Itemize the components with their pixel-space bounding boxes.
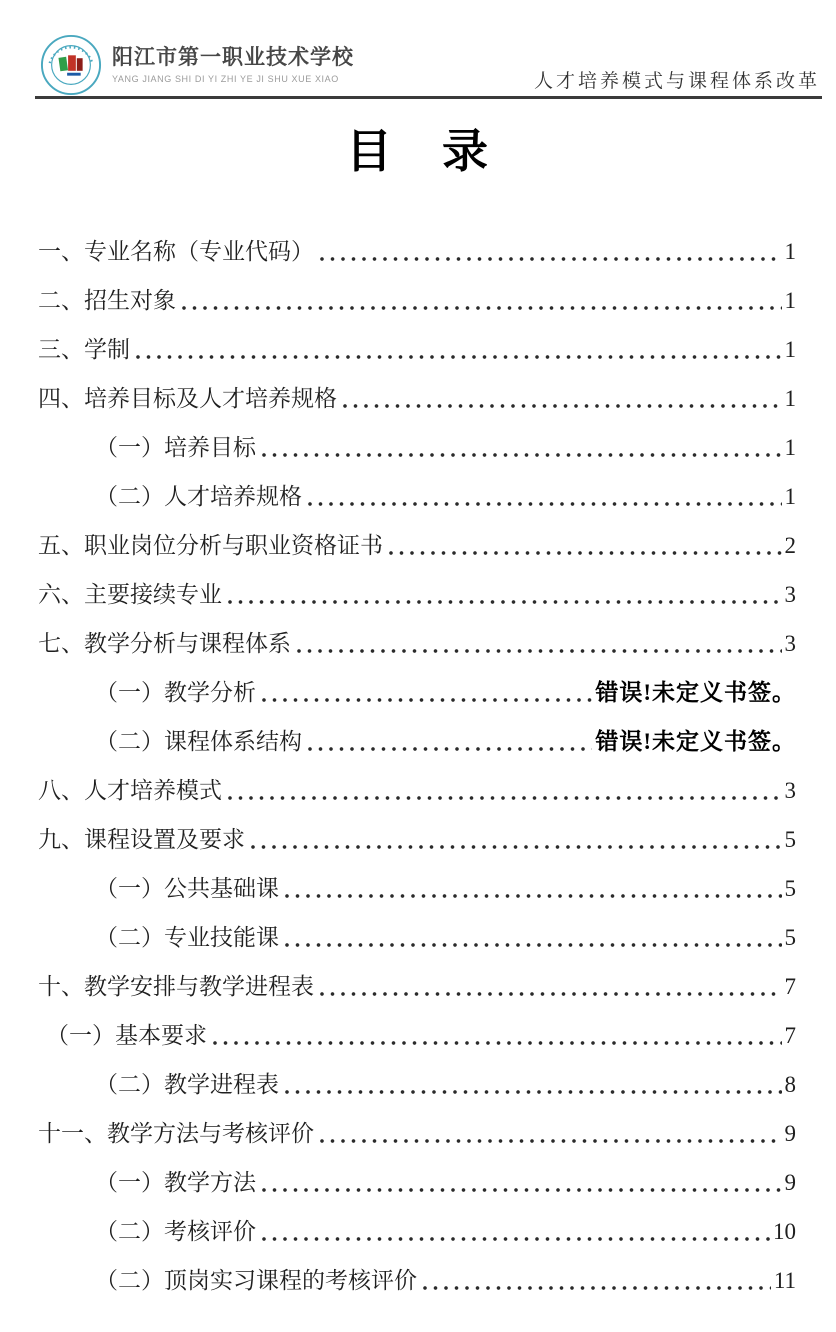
toc-entry[interactable] <box>38 570 796 619</box>
toc-entry-page: 1 <box>784 288 796 313</box>
toc-entry-label: （一）基本要求 <box>46 1023 207 1048</box>
toc-entry-label: （一）教学分析 <box>95 680 256 705</box>
toc-entry-label: 八、人才培养模式 <box>38 778 222 803</box>
toc-entry-page: 2 <box>784 533 796 558</box>
toc-entry[interactable] <box>38 913 796 962</box>
toc-entry[interactable] <box>38 619 796 668</box>
toc-entry[interactable] <box>38 717 796 766</box>
toc-entry-page: 8 <box>784 1072 796 1097</box>
toc-entry[interactable] <box>38 766 796 815</box>
toc-entry-page: 3 <box>784 778 796 803</box>
page-header <box>0 0 836 96</box>
toc-entry-page: 错误!未定义书签。 <box>595 680 796 705</box>
school-logo-icon <box>40 34 102 96</box>
toc-entry-page: 5 <box>784 876 796 901</box>
toc-dot-leader <box>251 845 782 849</box>
toc-entry-page: 11 <box>773 1268 796 1293</box>
toc-entry-label: 五、职业岗位分析与职业资格证书 <box>38 533 383 558</box>
toc-dot-leader <box>285 894 782 898</box>
school-pinyin: YANG JIANG SHI DI YI ZHI YE JI SHU XUE XIAO <box>112 73 339 84</box>
toc-dot-leader <box>320 992 782 996</box>
toc-entry-page: 1 <box>784 239 796 264</box>
toc-entry[interactable] <box>38 1158 796 1207</box>
toc-entry-page: 9 <box>784 1170 796 1195</box>
toc-dot-leader <box>213 1041 782 1045</box>
toc-entry-page: 10 <box>773 1219 796 1244</box>
toc-dot-leader <box>262 698 592 702</box>
toc-entry-label: 二、招生对象 <box>38 288 176 313</box>
toc-dot-leader <box>136 355 782 359</box>
toc-dot-leader <box>228 600 782 604</box>
school-brand-text <box>112 46 354 83</box>
toc-entry-page: 1 <box>784 337 796 362</box>
header-doc-title: 人才培养模式与课程体系改革 <box>533 71 820 92</box>
toc-entry-label: （一）培养目标 <box>95 435 256 460</box>
toc-entry-label: 十、教学安排与教学进程表 <box>38 974 314 999</box>
toc-entry-page: 1 <box>784 484 796 509</box>
toc-entry[interactable] <box>38 423 796 472</box>
toc-entry-label: （二）顶岗实习课程的考核评价 <box>95 1268 417 1293</box>
toc-entry[interactable] <box>38 962 796 1011</box>
toc-entry[interactable] <box>38 374 796 423</box>
toc-dot-leader <box>308 747 592 751</box>
header-rule <box>35 96 822 99</box>
toc-entry-page: 7 <box>784 1023 796 1048</box>
toc-entry-label: （二）专业技能课 <box>95 925 279 950</box>
toc-dot-leader <box>389 551 782 555</box>
toc-entry[interactable] <box>38 1256 796 1305</box>
toc-entry[interactable] <box>38 668 796 717</box>
toc-entry-label: 三、学制 <box>38 337 130 362</box>
toc-entry-label: 十一、教学方法与考核评价 <box>38 1121 314 1146</box>
toc-dot-leader <box>262 1188 782 1192</box>
page-title: 目 录 <box>346 126 490 177</box>
toc-dot-leader <box>320 257 782 261</box>
toc-entry-label: 四、培养目标及人才培养规格 <box>38 386 337 411</box>
toc-entry-label: （一）公共基础课 <box>95 876 279 901</box>
toc-entry[interactable] <box>38 1207 796 1256</box>
toc-entry-page: 1 <box>784 435 796 460</box>
toc-entry-label: 六、主要接续专业 <box>38 582 222 607</box>
toc-entry-label: 九、课程设置及要求 <box>38 827 245 852</box>
toc-entry-label: （二）课程体系结构 <box>95 729 302 754</box>
toc-entry-page: 9 <box>784 1121 796 1146</box>
toc-dot-leader <box>285 943 782 947</box>
toc-dot-leader <box>285 1090 782 1094</box>
toc-dot-leader <box>262 453 782 457</box>
toc-dot-leader <box>320 1139 782 1143</box>
toc-dot-leader <box>343 404 782 408</box>
toc-dot-leader <box>308 502 782 506</box>
toc-entry[interactable] <box>38 472 796 521</box>
toc-entry-page: 7 <box>784 974 796 999</box>
toc-entry[interactable] <box>38 521 796 570</box>
toc-entry-label: 七、教学分析与课程体系 <box>38 631 291 656</box>
toc-entry-page: 错误!未定义书签。 <box>595 729 796 754</box>
toc-entry-page: 3 <box>784 582 796 607</box>
toc-entry-label: 一、专业名称（专业代码） <box>38 239 314 264</box>
toc-dot-leader <box>423 1286 771 1290</box>
toc-entry[interactable] <box>38 1011 796 1060</box>
toc-dot-leader <box>228 796 782 800</box>
toc-entry[interactable] <box>38 1060 796 1109</box>
school-brand <box>40 34 354 96</box>
toc-dot-leader <box>182 306 782 310</box>
toc-entry[interactable] <box>38 227 796 276</box>
toc-entry[interactable] <box>38 815 796 864</box>
toc-entry[interactable] <box>38 1109 796 1158</box>
toc-entry-label: （二）考核评价 <box>95 1219 256 1244</box>
toc-entry-label: （二）教学进程表 <box>95 1072 279 1097</box>
toc-entry-page: 5 <box>784 925 796 950</box>
toc-dot-leader <box>297 649 782 653</box>
toc-list <box>0 181 836 1305</box>
toc-entry[interactable] <box>38 325 796 374</box>
toc-entry-page: 1 <box>784 386 796 411</box>
toc-dot-leader <box>262 1237 770 1241</box>
school-name: 阳江市第一职业技术学校 <box>112 46 354 70</box>
toc-entry-page: 5 <box>784 827 796 852</box>
toc-entry-label: （一）教学方法 <box>95 1170 256 1195</box>
toc-entry-label: （二）人才培养规格 <box>95 484 302 509</box>
toc-entry[interactable] <box>38 864 796 913</box>
toc-entry-page: 3 <box>784 631 796 656</box>
toc-entry[interactable] <box>38 276 796 325</box>
